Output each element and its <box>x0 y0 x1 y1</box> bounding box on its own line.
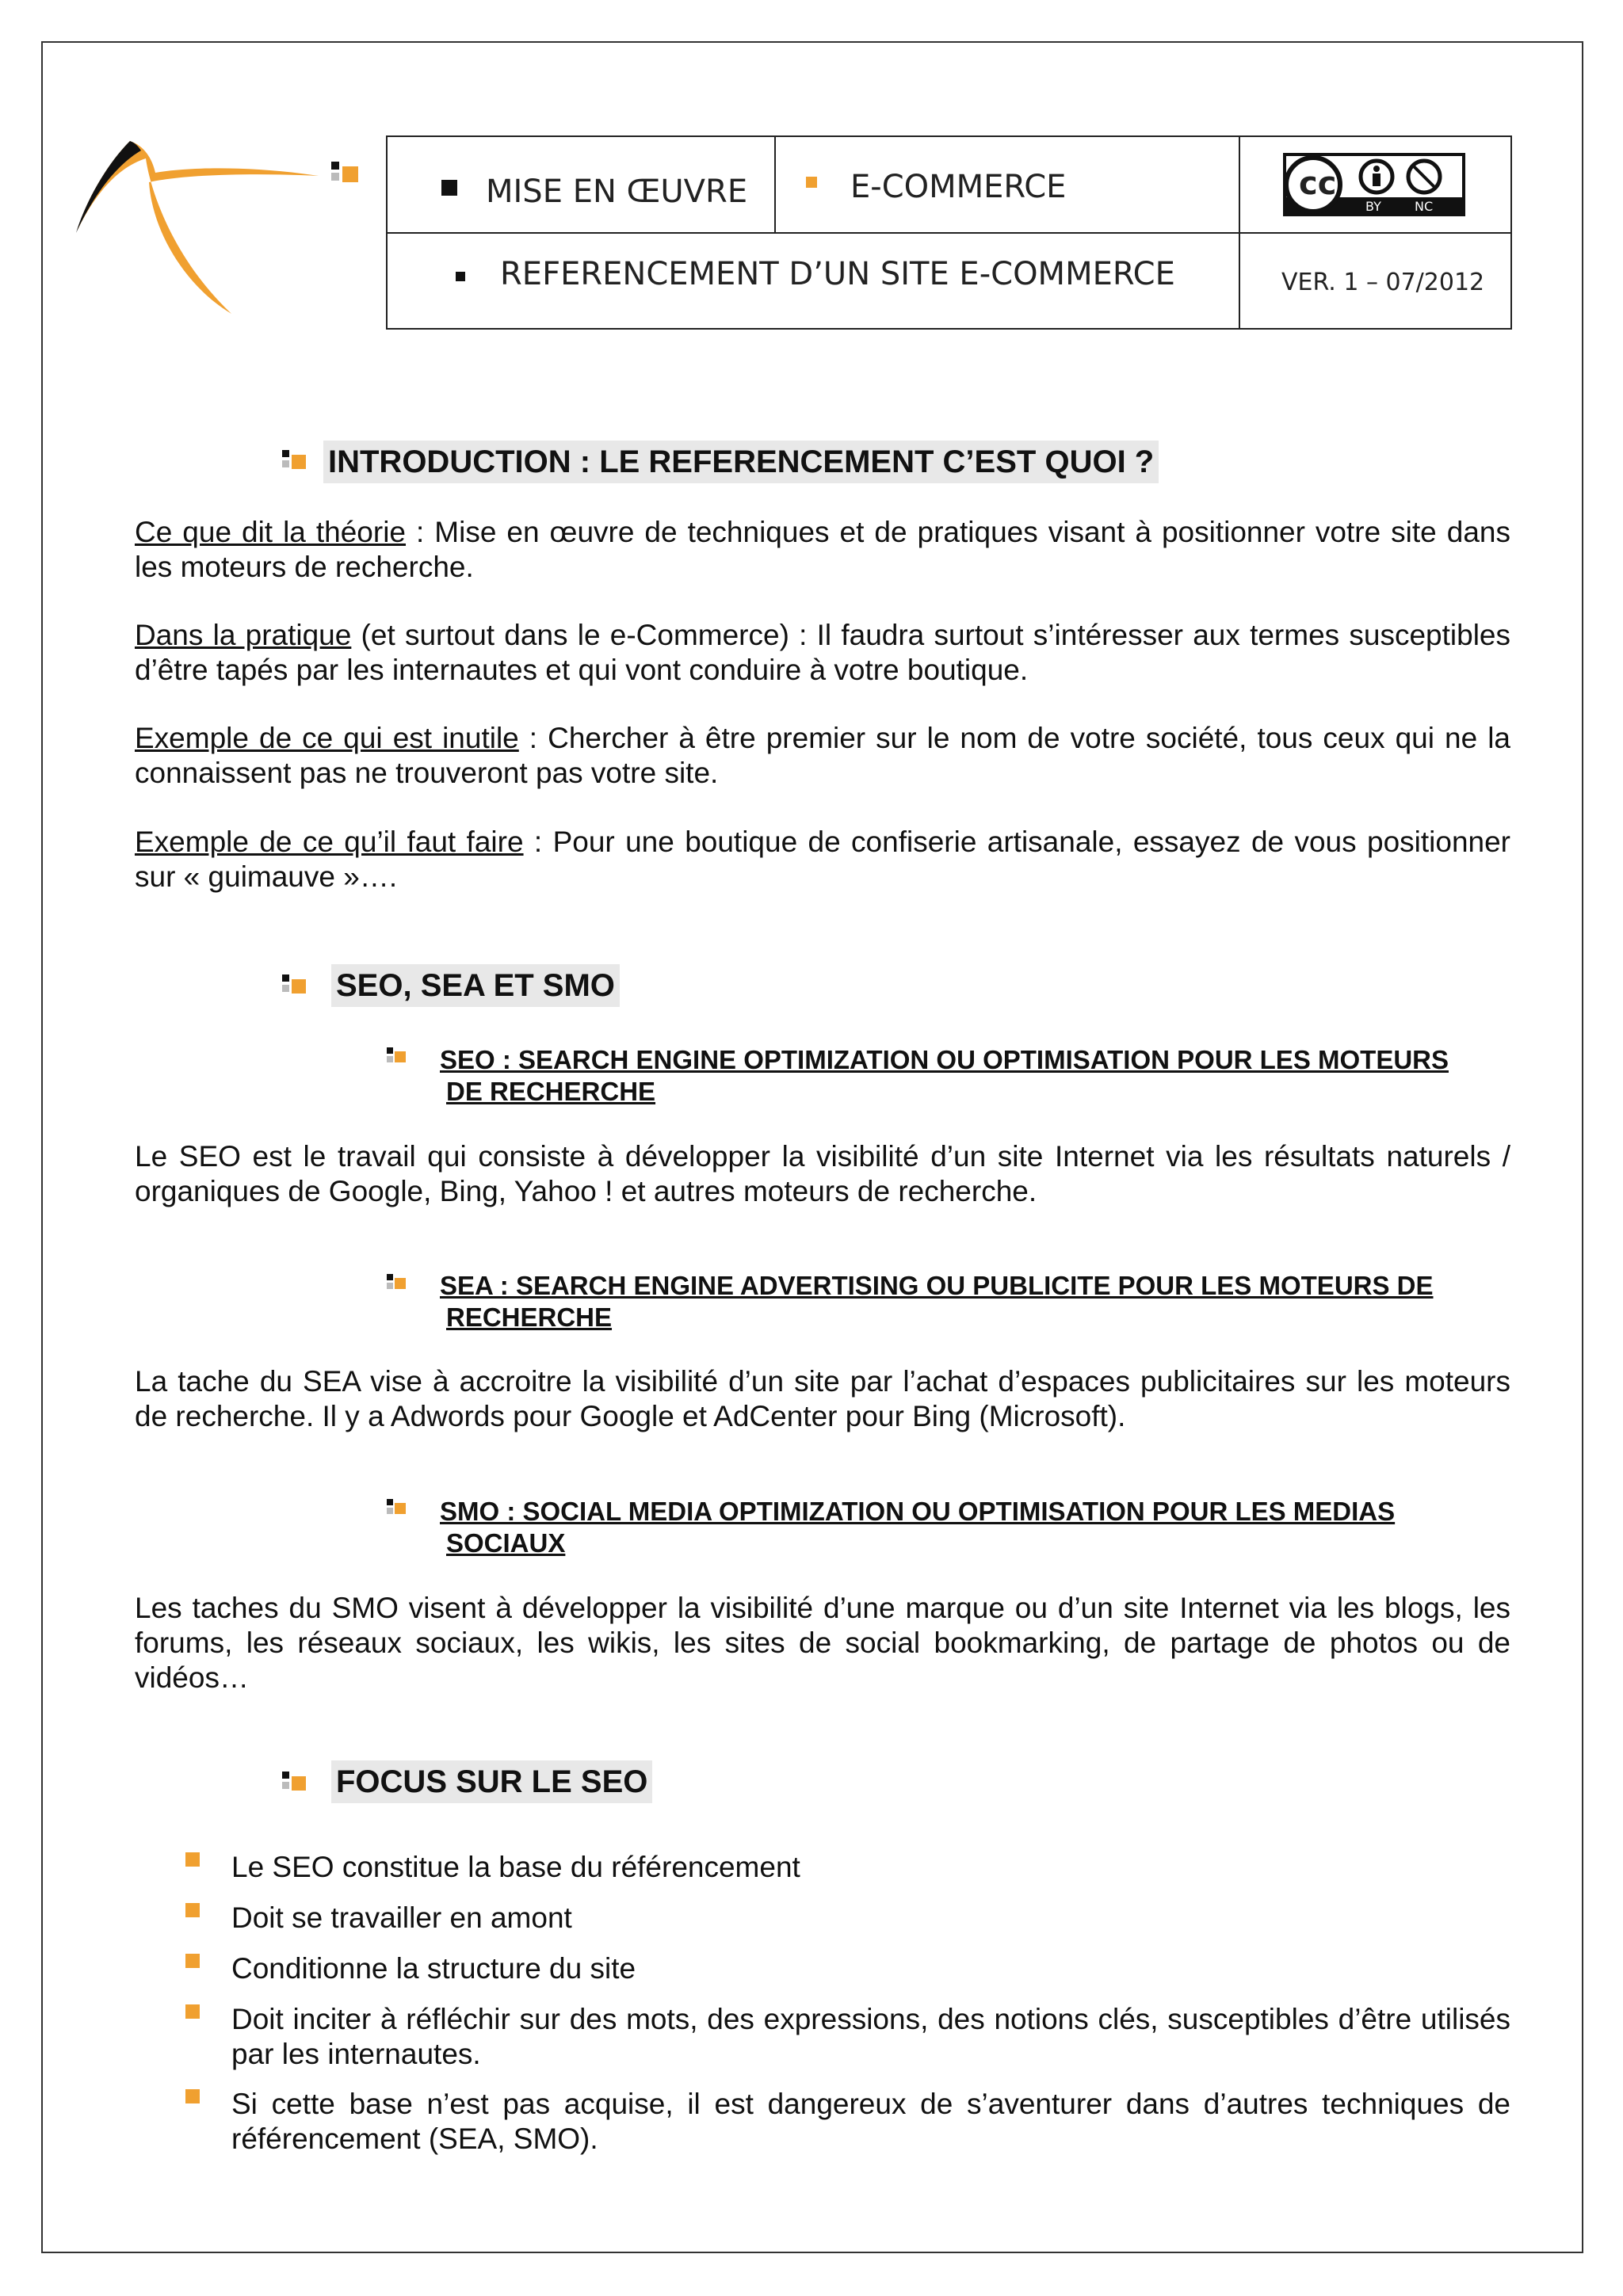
list-bullet-icon <box>185 2004 200 2019</box>
intro-paragraph-good-example: Exemple de ce qu’il faut faire : Pour une boutique de confiserie artisanale, essayez de vous positionner sur « guimauve »…. <box>135 826 1511 893</box>
square-bullet-icon <box>806 177 817 188</box>
cc-by-label: BY <box>1365 199 1381 214</box>
subsection-bullet-icon <box>387 1274 406 1293</box>
header-version: VER. 1 – 07/2012 <box>1281 269 1485 296</box>
cc-icon: cc <box>1299 166 1337 202</box>
list-item: Conditionne la structure du site <box>231 1952 636 1985</box>
header-col-divider-2 <box>1239 137 1240 328</box>
intro-paragraph-theory: Ce que dit la théorie : Mise en œuvre de techniques et de pratiques visant à positionner votre site dans les moteurs de recherche. <box>135 516 1510 583</box>
intro-paragraph-practice: Dans la pratique (et surtout dans le e-Commerce) : Il faudra surtout s’intéresser aux termes susceptibles d’être tapés par les internautes et qui vont conduire à votre boutique. <box>135 619 1510 686</box>
section-bullet-icon <box>282 450 306 474</box>
logo-square-grey <box>331 173 339 181</box>
square-bullet-icon <box>441 180 457 196</box>
company-logo <box>73 135 374 325</box>
section-title-focus-seo: FOCUS SUR LE SEO <box>331 1760 652 1803</box>
list-bullet-icon <box>185 1852 200 1867</box>
subsection-title-sea: SEA : SEARCH ENGINE ADVERTISING OU PUBLICITE POUR LES MOTEURS DE RECHERCHE <box>440 1271 1434 1332</box>
cc-nc-label: NC <box>1415 199 1434 214</box>
intro-paragraph-useless-example: Exemple de ce qui est inutile : Chercher à être premier sur le nom de votre société, tous ceux qui ne la connaissent pas ne trouveront pas votre site. <box>135 722 1510 789</box>
list-item: Doit se travailler en amont <box>231 1901 572 1934</box>
header-row-divider <box>388 232 1510 234</box>
header-table: MISE EN ŒUVRE E-COMMERCE cc BY NC REFERENCEMENT D’UN SITE E-COMMERCE VER. 1 – 07/2012 <box>386 135 1512 330</box>
subsection-bullet-icon <box>387 1499 406 1518</box>
subsection-title-seo: SEO : SEARCH ENGINE OPTIMIZATION OU OPTIMISATION POUR LES MOTEURS DE RECHERCHE <box>440 1045 1449 1106</box>
list-item: Si cette base n’est pas acquise, il est dangereux de s’aventurer dans d’autres techniques de référencement (SEA, SMO). <box>231 2088 1510 2155</box>
list-bullet-icon <box>185 1903 200 1917</box>
section-bullet-icon <box>282 1772 306 1795</box>
seo-description: Le SEO est le travail qui consiste à développer la visibilité d’un site Internet via les résultats naturels / organiques de Google, Bing, Yahoo ! et autres moteurs de recherche. <box>135 1140 1510 1207</box>
section-bullet-icon <box>282 974 306 998</box>
sea-description: La tache du SEA vise à accroitre la visibilité d’un site par l’achat d’espaces publicitaires sur les moteurs de recherche. Il y a Adwords pour Google et AdCenter pour Bing (Microsoft). <box>135 1365 1510 1432</box>
subsection-title-smo: SMO : SOCIAL MEDIA OPTIMIZATION OU OPTIMISATION POUR LES MEDIAS SOCIAUX <box>440 1497 1396 1558</box>
list-bullet-icon <box>185 2089 200 2103</box>
logo-square-dark <box>331 162 339 170</box>
section-title-seo-sea-smo: SEO, SEA ET SMO <box>331 964 620 1007</box>
list-bullet-icon <box>185 1954 200 1968</box>
section-title-introduction: INTRODUCTION : LE REFERENCEMENT C’EST QUOI ? <box>323 441 1159 483</box>
list-item: Doit inciter à réfléchir sur des mots, des expressions, des notions clés, susceptibles d’être utilisés par les internautes. <box>231 2003 1510 2070</box>
cc-license-badge <box>1283 153 1465 216</box>
logo-square-orange <box>342 166 358 182</box>
square-bullet-icon <box>456 272 465 281</box>
smo-description: Les taches du SMO visent à développer la visibilité d’une marque ou d’un site Internet via les blogs, les forums, les réseaux sociaux, les wikis, les sites de social bookmarking, de partage de photos ou de vidéos… <box>135 1592 1510 1694</box>
subsection-bullet-icon <box>387 1047 406 1066</box>
list-item: Le SEO constitue la base du référencement <box>231 1851 800 1883</box>
header-col-divider-1 <box>774 137 776 232</box>
